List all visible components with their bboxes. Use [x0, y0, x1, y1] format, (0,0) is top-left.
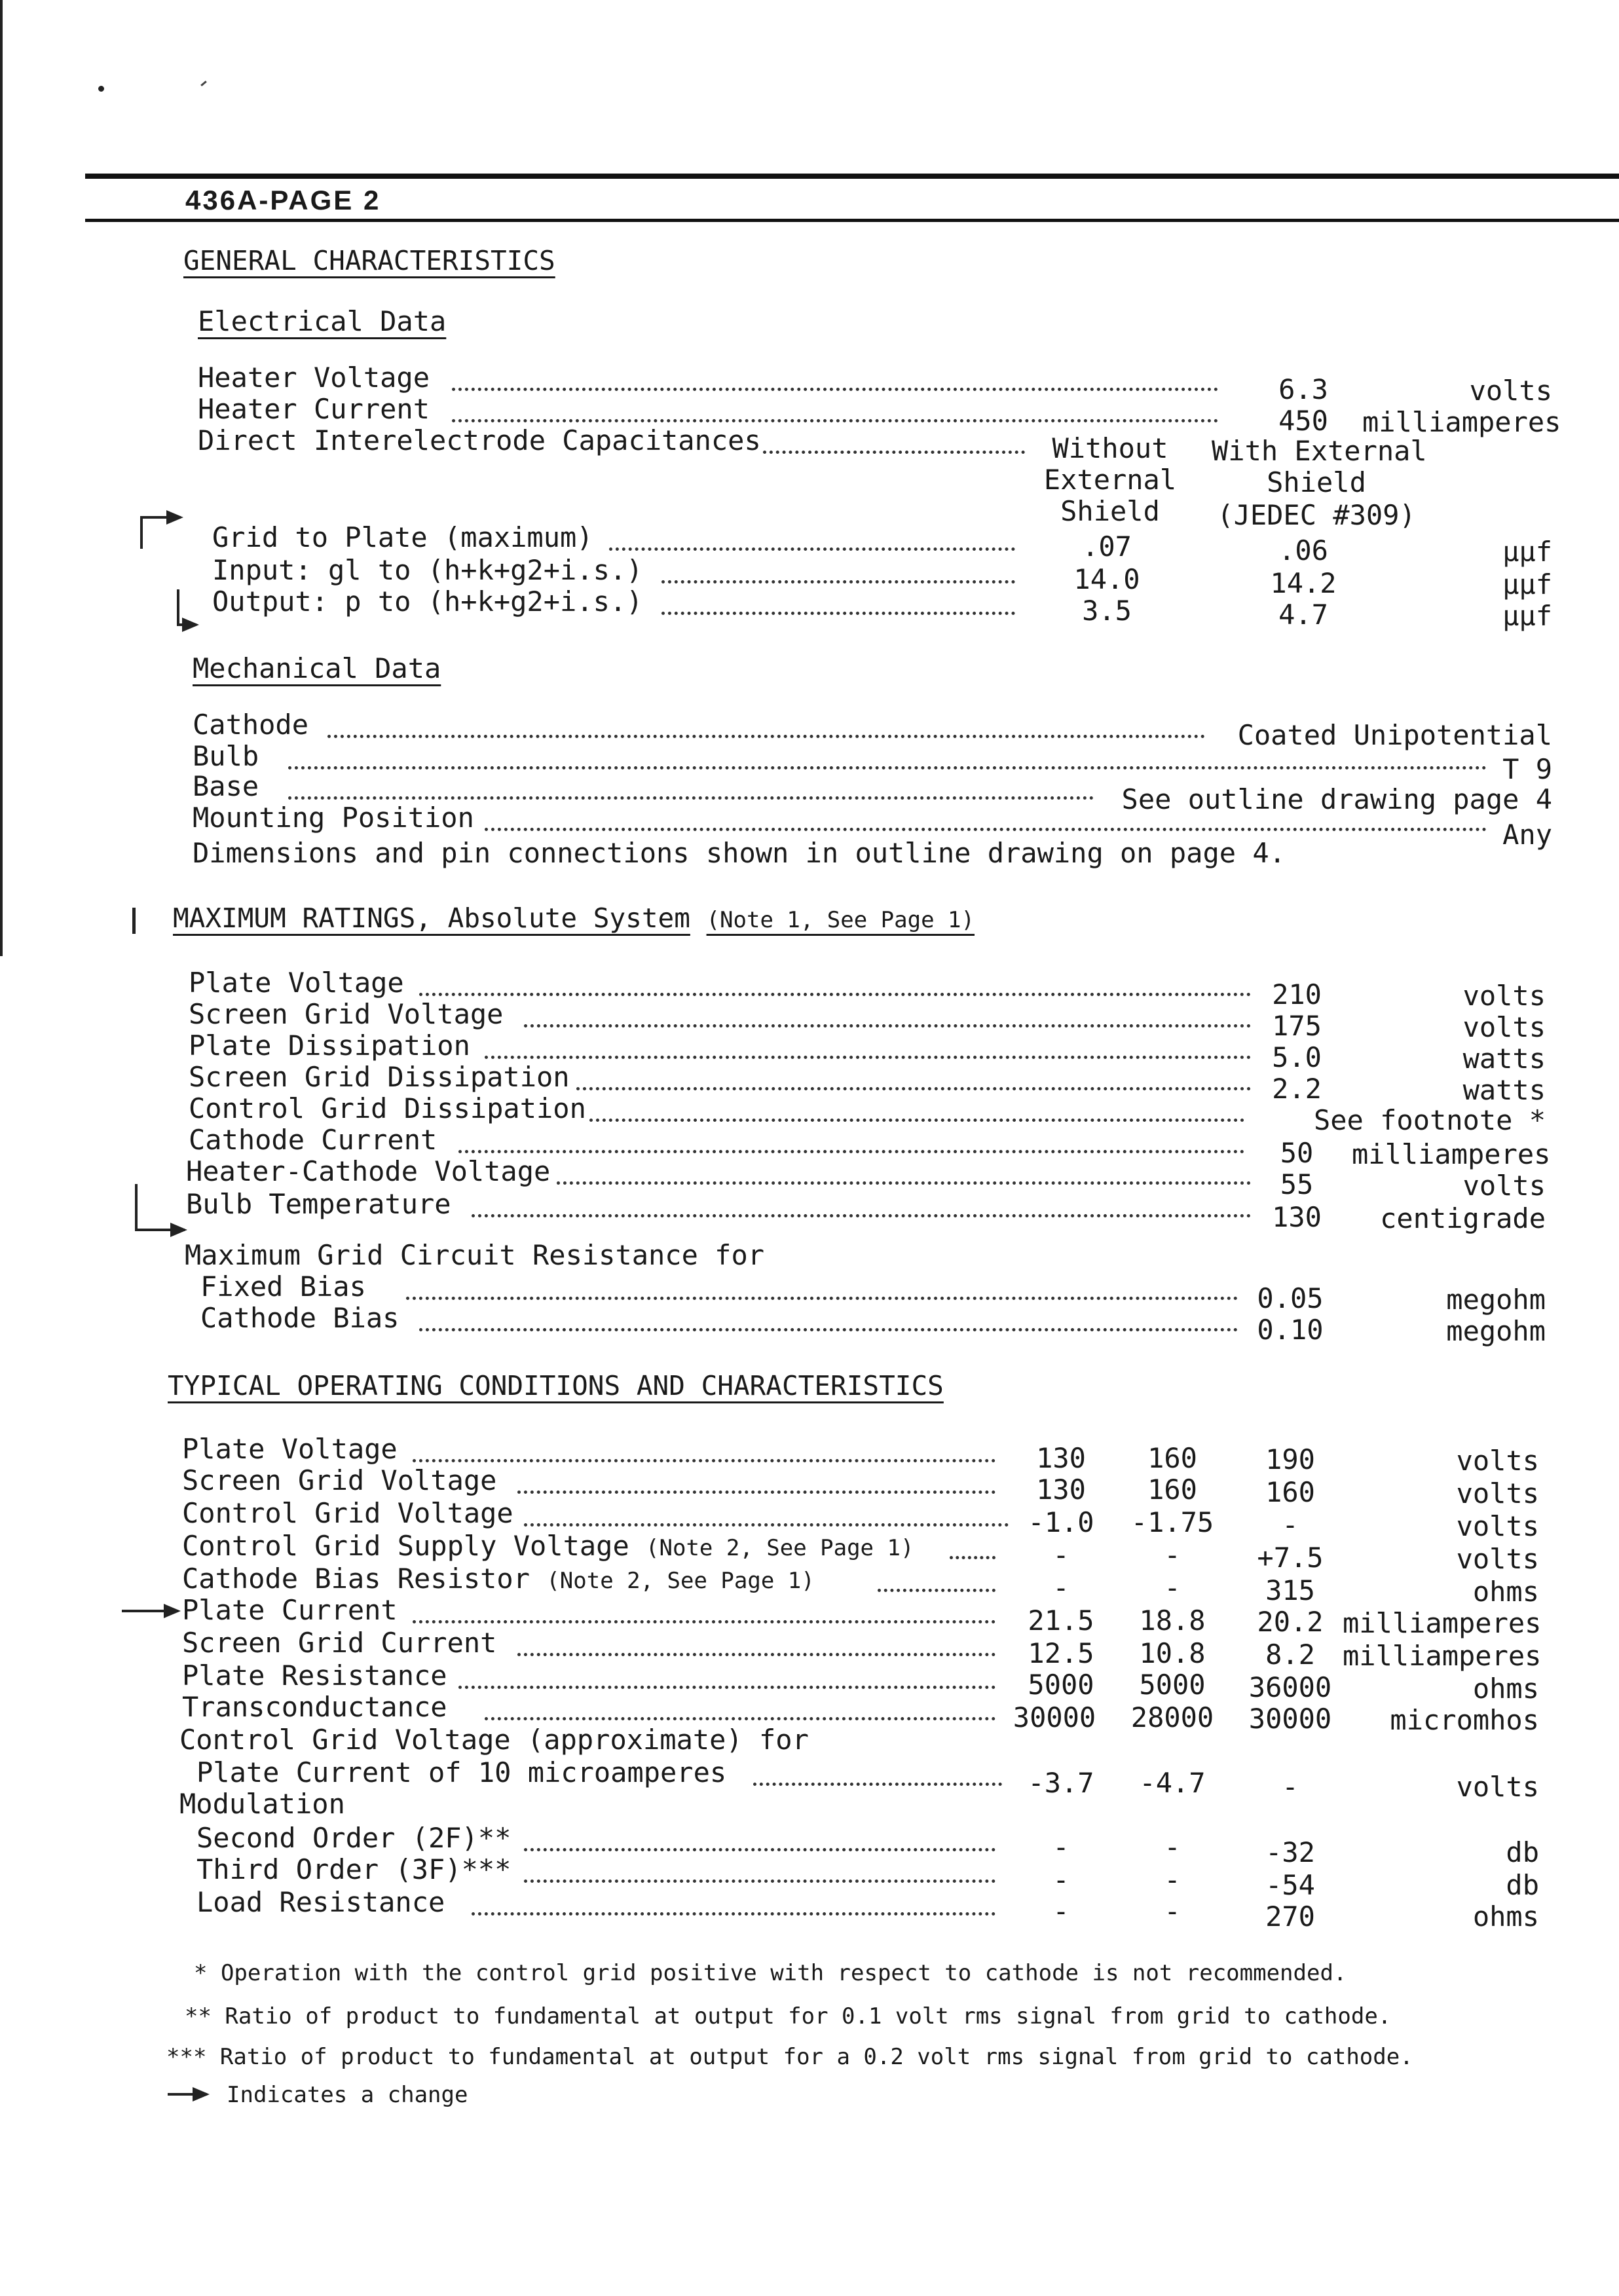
- leader-dots: [576, 1087, 1251, 1090]
- cap-row-unit: µµf: [1502, 600, 1552, 632]
- rating-value: 5.0: [1272, 1041, 1322, 1073]
- rating-label: Screen Grid Voltage: [189, 998, 504, 1030]
- typical-row-label-with-note: [182, 1565, 815, 1593]
- mechanical-note: Dimensions and pin connections shown in outline drawing on page 4.: [193, 837, 1286, 869]
- typical-row-label: Plate Current: [182, 1594, 398, 1626]
- modulation-v1: -: [1052, 1864, 1070, 1896]
- rating-unit: volts: [1462, 1170, 1546, 1202]
- rating-value: 2.2: [1272, 1073, 1322, 1105]
- typical-v3: 160: [1265, 1476, 1315, 1508]
- typical-unit: volts: [1456, 1543, 1539, 1575]
- typical-v1: 130: [1036, 1473, 1086, 1506]
- leader-dots: [288, 796, 1094, 800]
- change-arrow-icon: [177, 623, 196, 626]
- leader-dots: [524, 1848, 996, 1851]
- typical-row-label: Transconductance: [182, 1691, 447, 1723]
- typical-v2: -1.75: [1130, 1506, 1214, 1538]
- typical-v3: 36000: [1248, 1671, 1332, 1703]
- leader-dots: [413, 1459, 996, 1462]
- typical-v1: -: [1052, 1572, 1070, 1604]
- footnote: * Operation with the control grid positive with respect to cathode is not recommended.: [194, 1960, 1347, 1986]
- cap-col1-line3: Shield: [1060, 495, 1160, 527]
- cap-row-v1: 3.5: [1082, 595, 1132, 627]
- mech-row-value: Any: [1502, 819, 1552, 851]
- typical-v1: 5000: [1028, 1669, 1094, 1701]
- modulation-label: Modulation: [179, 1788, 345, 1820]
- typical-title: TYPICAL OPERATING CONDITIONS AND CHARACTERISTICS: [168, 1370, 944, 1401]
- typical-v2: 160: [1147, 1473, 1197, 1506]
- capacitances-label: Direct Interelectrode Capacitances: [198, 424, 761, 456]
- cgv-v1: -3.7: [1028, 1767, 1094, 1799]
- change-bracket: [140, 517, 143, 549]
- rating-value: 210: [1272, 978, 1322, 1010]
- modulation-unit: db: [1506, 1869, 1539, 1901]
- rating-unit: volts: [1462, 1011, 1546, 1043]
- leader-dots: [485, 828, 1487, 831]
- leader-dots: [452, 388, 1218, 391]
- grid-resistance-label: Maximum Grid Circuit Resistance for: [185, 1239, 765, 1271]
- typical-v1: -: [1052, 1539, 1070, 1571]
- change-bar: [132, 908, 136, 934]
- rating-value: 130: [1272, 1201, 1322, 1233]
- cap-row-label: Output: p to (h+k+g2+i.s.): [212, 585, 643, 618]
- typical-row-label: Control Grid Voltage: [182, 1497, 513, 1529]
- cap-col2-line2: Shield: [1267, 466, 1366, 498]
- grid-res-unit: megohm: [1446, 1315, 1546, 1347]
- electrical-title: Electrical Data: [198, 305, 447, 337]
- modulation-row-label: Second Order (2F)**: [196, 1822, 512, 1854]
- rating-label: Control Grid Dissipation: [189, 1092, 586, 1124]
- mech-row-label: Bulb: [193, 740, 259, 772]
- cgv-label-1: Control Grid Voltage (approximate) for: [179, 1724, 809, 1756]
- heater-current-label: Heater Current: [198, 393, 430, 425]
- leader-dots: [472, 1214, 1251, 1217]
- typical-v3: 315: [1265, 1574, 1315, 1606]
- mechanical-title: Mechanical Data: [193, 652, 441, 684]
- leader-dots: [413, 1620, 996, 1623]
- typical-v2: -: [1164, 1539, 1181, 1571]
- typical-unit: volts: [1456, 1477, 1539, 1509]
- max-ratings-heading: [173, 902, 975, 934]
- rating-unit: milliamperes: [1352, 1138, 1551, 1170]
- max-ratings-title: MAXIMUM RATINGS, Absolute System: [173, 902, 690, 934]
- rating-label: Plate Voltage: [189, 967, 404, 999]
- cap-col2-line1: With External: [1212, 435, 1427, 467]
- rating-label: Bulb Temperature: [186, 1188, 451, 1220]
- typical-v1: -1.0: [1028, 1506, 1094, 1538]
- change-arrow-icon: [140, 516, 181, 519]
- typical-v3: +7.5: [1257, 1542, 1324, 1574]
- change-bracket: [177, 589, 179, 625]
- cgv-label-2: Plate Current of 10 microamperes: [196, 1756, 727, 1788]
- typical-row-label: Screen Grid Voltage: [182, 1464, 497, 1496]
- modulation-row-label: Load Resistance: [196, 1886, 445, 1918]
- typical-unit: ohms: [1472, 1576, 1539, 1608]
- leader-dots: [661, 580, 1015, 583]
- heater-voltage-value: 6.3: [1278, 373, 1328, 405]
- leader-dots: [472, 1912, 996, 1916]
- modulation-row-label: Third Order (3F)***: [196, 1853, 512, 1885]
- rating-unit: watts: [1462, 1074, 1546, 1106]
- heater-current-value: 450: [1278, 405, 1328, 437]
- leader-dots: [589, 1119, 1244, 1122]
- typical-row-label: Cathode Bias Resistor: [182, 1563, 530, 1595]
- cgv-unit: volts: [1456, 1771, 1539, 1803]
- modulation-v2: -: [1164, 1895, 1181, 1927]
- typical-unit: ohms: [1472, 1673, 1539, 1705]
- modulation-unit: db: [1506, 1836, 1539, 1868]
- change-bracket: [135, 1184, 138, 1230]
- cgv-v2: -4.7: [1139, 1767, 1206, 1799]
- mech-row-label: Mounting Position: [193, 802, 474, 834]
- leader-dots: [517, 1491, 996, 1494]
- modulation-v1: -: [1052, 1831, 1070, 1863]
- cap-row-v2: 14.2: [1270, 567, 1337, 599]
- leader-dots: [419, 993, 1251, 996]
- leader-dots: [763, 451, 1025, 454]
- footnote: *** Ratio of product to fundamental at output for a 0.2 volt rms signal from grid to cathode.: [166, 2044, 1413, 2070]
- typical-unit: volts: [1456, 1445, 1539, 1477]
- leader-dots: [458, 1150, 1244, 1153]
- typical-unit: milliamperes: [1343, 1640, 1542, 1672]
- cap-row-unit: µµf: [1502, 568, 1552, 601]
- leader-dots: [517, 1653, 996, 1656]
- mech-row-label: Cathode: [193, 709, 309, 741]
- leader-dots: [878, 1589, 996, 1592]
- grid-res-label: Fixed Bias: [200, 1270, 366, 1303]
- rating-label: Cathode Current: [189, 1124, 437, 1156]
- typical-unit: micromhos: [1390, 1704, 1539, 1736]
- cap-col1-line2: External: [1043, 464, 1177, 496]
- grid-res-value: 0.10: [1257, 1314, 1324, 1346]
- header-bottom-rule: [85, 219, 1619, 222]
- typical-v3: 190: [1265, 1443, 1315, 1475]
- leader-dots: [452, 419, 1218, 422]
- leader-dots: [609, 547, 1015, 551]
- scan-speck: [98, 86, 104, 92]
- typical-row-note: (Note 2, See Page 1): [646, 1535, 914, 1561]
- rating-unit: watts: [1462, 1043, 1546, 1075]
- change-note: Indicates a change: [227, 2082, 468, 2108]
- scan-speck: [200, 81, 207, 86]
- general-title: GENERAL CHARACTERISTICS: [183, 245, 555, 276]
- cap-col1-line1: Without: [1052, 432, 1168, 464]
- typical-row-label-with-note: [182, 1532, 914, 1560]
- cap-row-v2: 4.7: [1278, 599, 1328, 631]
- typical-row-label: Screen Grid Current: [182, 1627, 497, 1659]
- cap-row-v2: .06: [1278, 534, 1328, 566]
- scan-edge: [0, 0, 3, 956]
- typical-row-note: (Note 2, See Page 1): [546, 1568, 815, 1594]
- typical-v1: 130: [1036, 1442, 1086, 1474]
- cgv-v3: -: [1282, 1771, 1299, 1803]
- rating-value: 50: [1280, 1137, 1314, 1169]
- leader-dots: [524, 1523, 1009, 1527]
- typical-row-label: Plate Resistance: [182, 1659, 447, 1692]
- change-arrow-icon: [168, 2093, 207, 2096]
- leader-dots: [485, 1056, 1251, 1059]
- typical-unit: volts: [1456, 1510, 1539, 1542]
- rating-unit: volts: [1462, 980, 1546, 1012]
- footnote: ** Ratio of product to fundamental at output for 0.1 volt rms signal from grid to cathode.: [185, 2003, 1392, 2029]
- leader-dots: [327, 735, 1205, 738]
- mech-row-value: Coated Unipotential: [1237, 719, 1552, 751]
- modulation-unit: ohms: [1472, 1900, 1539, 1933]
- typical-v3: 30000: [1248, 1703, 1332, 1735]
- rating-value: 175: [1272, 1010, 1322, 1042]
- typical-unit: milliamperes: [1343, 1607, 1542, 1639]
- change-arrow-icon: [122, 1610, 178, 1612]
- heater-voltage-unit: volts: [1469, 375, 1552, 407]
- leader-dots: [288, 766, 1487, 769]
- grid-res-label: Cathode Bias: [200, 1302, 400, 1334]
- change-arrow-icon: [135, 1229, 185, 1231]
- typical-v3: 20.2: [1257, 1606, 1324, 1638]
- mech-row-value: T 9: [1502, 753, 1552, 785]
- typical-v2: 160: [1147, 1442, 1197, 1474]
- heater-current-unit: milliamperes: [1362, 406, 1561, 438]
- leader-dots: [406, 1297, 1238, 1300]
- cap-row-unit: µµf: [1502, 536, 1552, 568]
- grid-res-unit: megohm: [1446, 1284, 1546, 1316]
- modulation-v2: -: [1164, 1831, 1181, 1863]
- rating-label: Plate Dissipation: [189, 1029, 470, 1062]
- rating-value: See footnote *: [1313, 1104, 1546, 1136]
- leader-dots: [524, 1024, 1251, 1028]
- modulation-v2: -: [1164, 1864, 1181, 1896]
- typical-v2: 10.8: [1139, 1637, 1206, 1669]
- rating-label: Screen Grid Dissipation: [189, 1061, 570, 1093]
- leader-dots: [524, 1879, 996, 1883]
- cap-col2-line3: (JEDEC #309): [1217, 499, 1416, 531]
- modulation-v3: -32: [1265, 1836, 1315, 1868]
- typical-v1: 21.5: [1028, 1604, 1094, 1637]
- leader-dots: [753, 1783, 1002, 1786]
- cap-row-label: Grid to Plate (maximum): [212, 521, 593, 553]
- mech-row-label: Base: [193, 770, 259, 802]
- typical-v2: 18.8: [1139, 1604, 1206, 1637]
- header-top-rule: [85, 174, 1619, 179]
- typical-v3: 8.2: [1265, 1639, 1315, 1671]
- leader-dots: [661, 612, 1015, 615]
- modulation-v1: -: [1052, 1895, 1070, 1927]
- leader-dots: [950, 1556, 996, 1559]
- leader-dots: [485, 1717, 996, 1720]
- mech-row-value: See outline drawing page 4: [1121, 783, 1552, 815]
- cap-row-label: Input: gl to (h+k+g2+i.s.): [212, 554, 643, 586]
- typical-v2: 5000: [1139, 1669, 1206, 1701]
- leader-dots: [557, 1181, 1251, 1185]
- typical-v1: 12.5: [1028, 1637, 1094, 1669]
- modulation-v3: -54: [1265, 1869, 1315, 1901]
- typical-row-label: Plate Voltage: [182, 1433, 398, 1465]
- rating-label: Heater-Cathode Voltage: [186, 1155, 551, 1187]
- cap-row-v1: 14.0: [1073, 563, 1140, 595]
- modulation-v3: 270: [1265, 1900, 1315, 1933]
- grid-res-value: 0.05: [1257, 1282, 1324, 1314]
- typical-v2: 28000: [1130, 1701, 1214, 1733]
- leader-dots: [419, 1328, 1238, 1331]
- rating-unit: centigrade: [1380, 1202, 1546, 1234]
- leader-dots: [458, 1686, 996, 1689]
- typical-row-label: Control Grid Supply Voltage: [182, 1530, 629, 1562]
- typical-v3: -: [1282, 1509, 1299, 1541]
- rating-value: 55: [1280, 1168, 1314, 1200]
- typical-v2: -: [1164, 1572, 1181, 1604]
- typical-v1: 30000: [1013, 1701, 1096, 1733]
- page-header: 436A-PAGE 2: [185, 185, 381, 215]
- max-ratings-note: (Note 1, See Page 1): [706, 907, 975, 933]
- heater-voltage-label: Heater Voltage: [198, 361, 430, 394]
- cap-row-v1: .07: [1082, 530, 1132, 563]
